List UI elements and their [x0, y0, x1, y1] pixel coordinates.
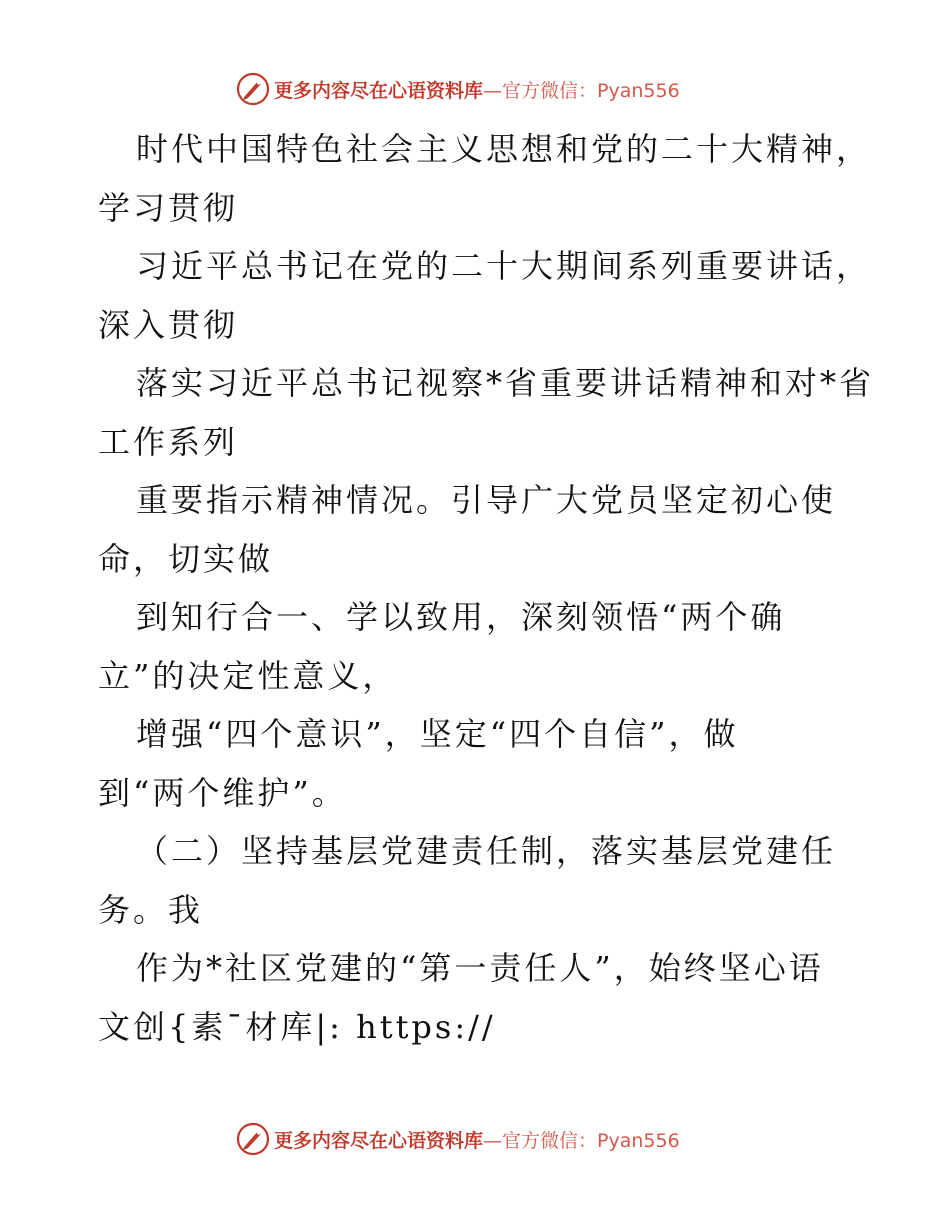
brand-text: 更多内容尽在心语资料库 — [274, 1129, 484, 1152]
text-line: 命，切实做 — [98, 539, 274, 578]
text-line: （二）坚持基层党建责任制，落实基层党建任 — [136, 832, 837, 870]
text-line: 时代中国特色社会主义思想和党的二十大精神， — [136, 130, 872, 168]
header-banner — [236, 72, 680, 106]
official-wechat-text: —官方微信：Pyan556 — [483, 79, 680, 102]
brand-text: 更多内容尽在心语资料库 — [274, 79, 484, 102]
quill-pen-icon — [236, 72, 270, 106]
text-line: 落实习近平总书记视察*省重要讲话精神和对*省 — [136, 364, 875, 402]
text-line: 深入贯彻 — [98, 305, 239, 344]
text-line: 到知行合一、学以致用，深刻领悟“两个确 — [136, 598, 786, 636]
text-line: 立”的决定性意义， — [98, 656, 398, 695]
text-line: 增强“四个意识”，坚定“四个自信”，做 — [136, 715, 739, 753]
quill-pen-icon — [236, 1122, 270, 1156]
footer-banner — [236, 1122, 680, 1156]
text-line: 习近平总书记在党的二十大期间系列重要讲话， — [136, 247, 872, 285]
text-line: 到“两个维护”。 — [98, 773, 347, 812]
text-line: 学习贯彻 — [98, 188, 239, 227]
text-line: 重要指示精神情况。引导广大党员坚定初心使 — [136, 481, 837, 519]
official-wechat-text: —官方微信：Pyan556 — [483, 1129, 680, 1152]
text-line: 务。我 — [98, 890, 204, 929]
text-line: 文创{素¯材库|: https:// — [98, 1007, 496, 1046]
text-line: 作为*社区党建的“第一责任人”，始终坚心语 — [136, 949, 824, 987]
text-line: 工作系列 — [98, 422, 239, 461]
document-body — [98, 120, 875, 1056]
